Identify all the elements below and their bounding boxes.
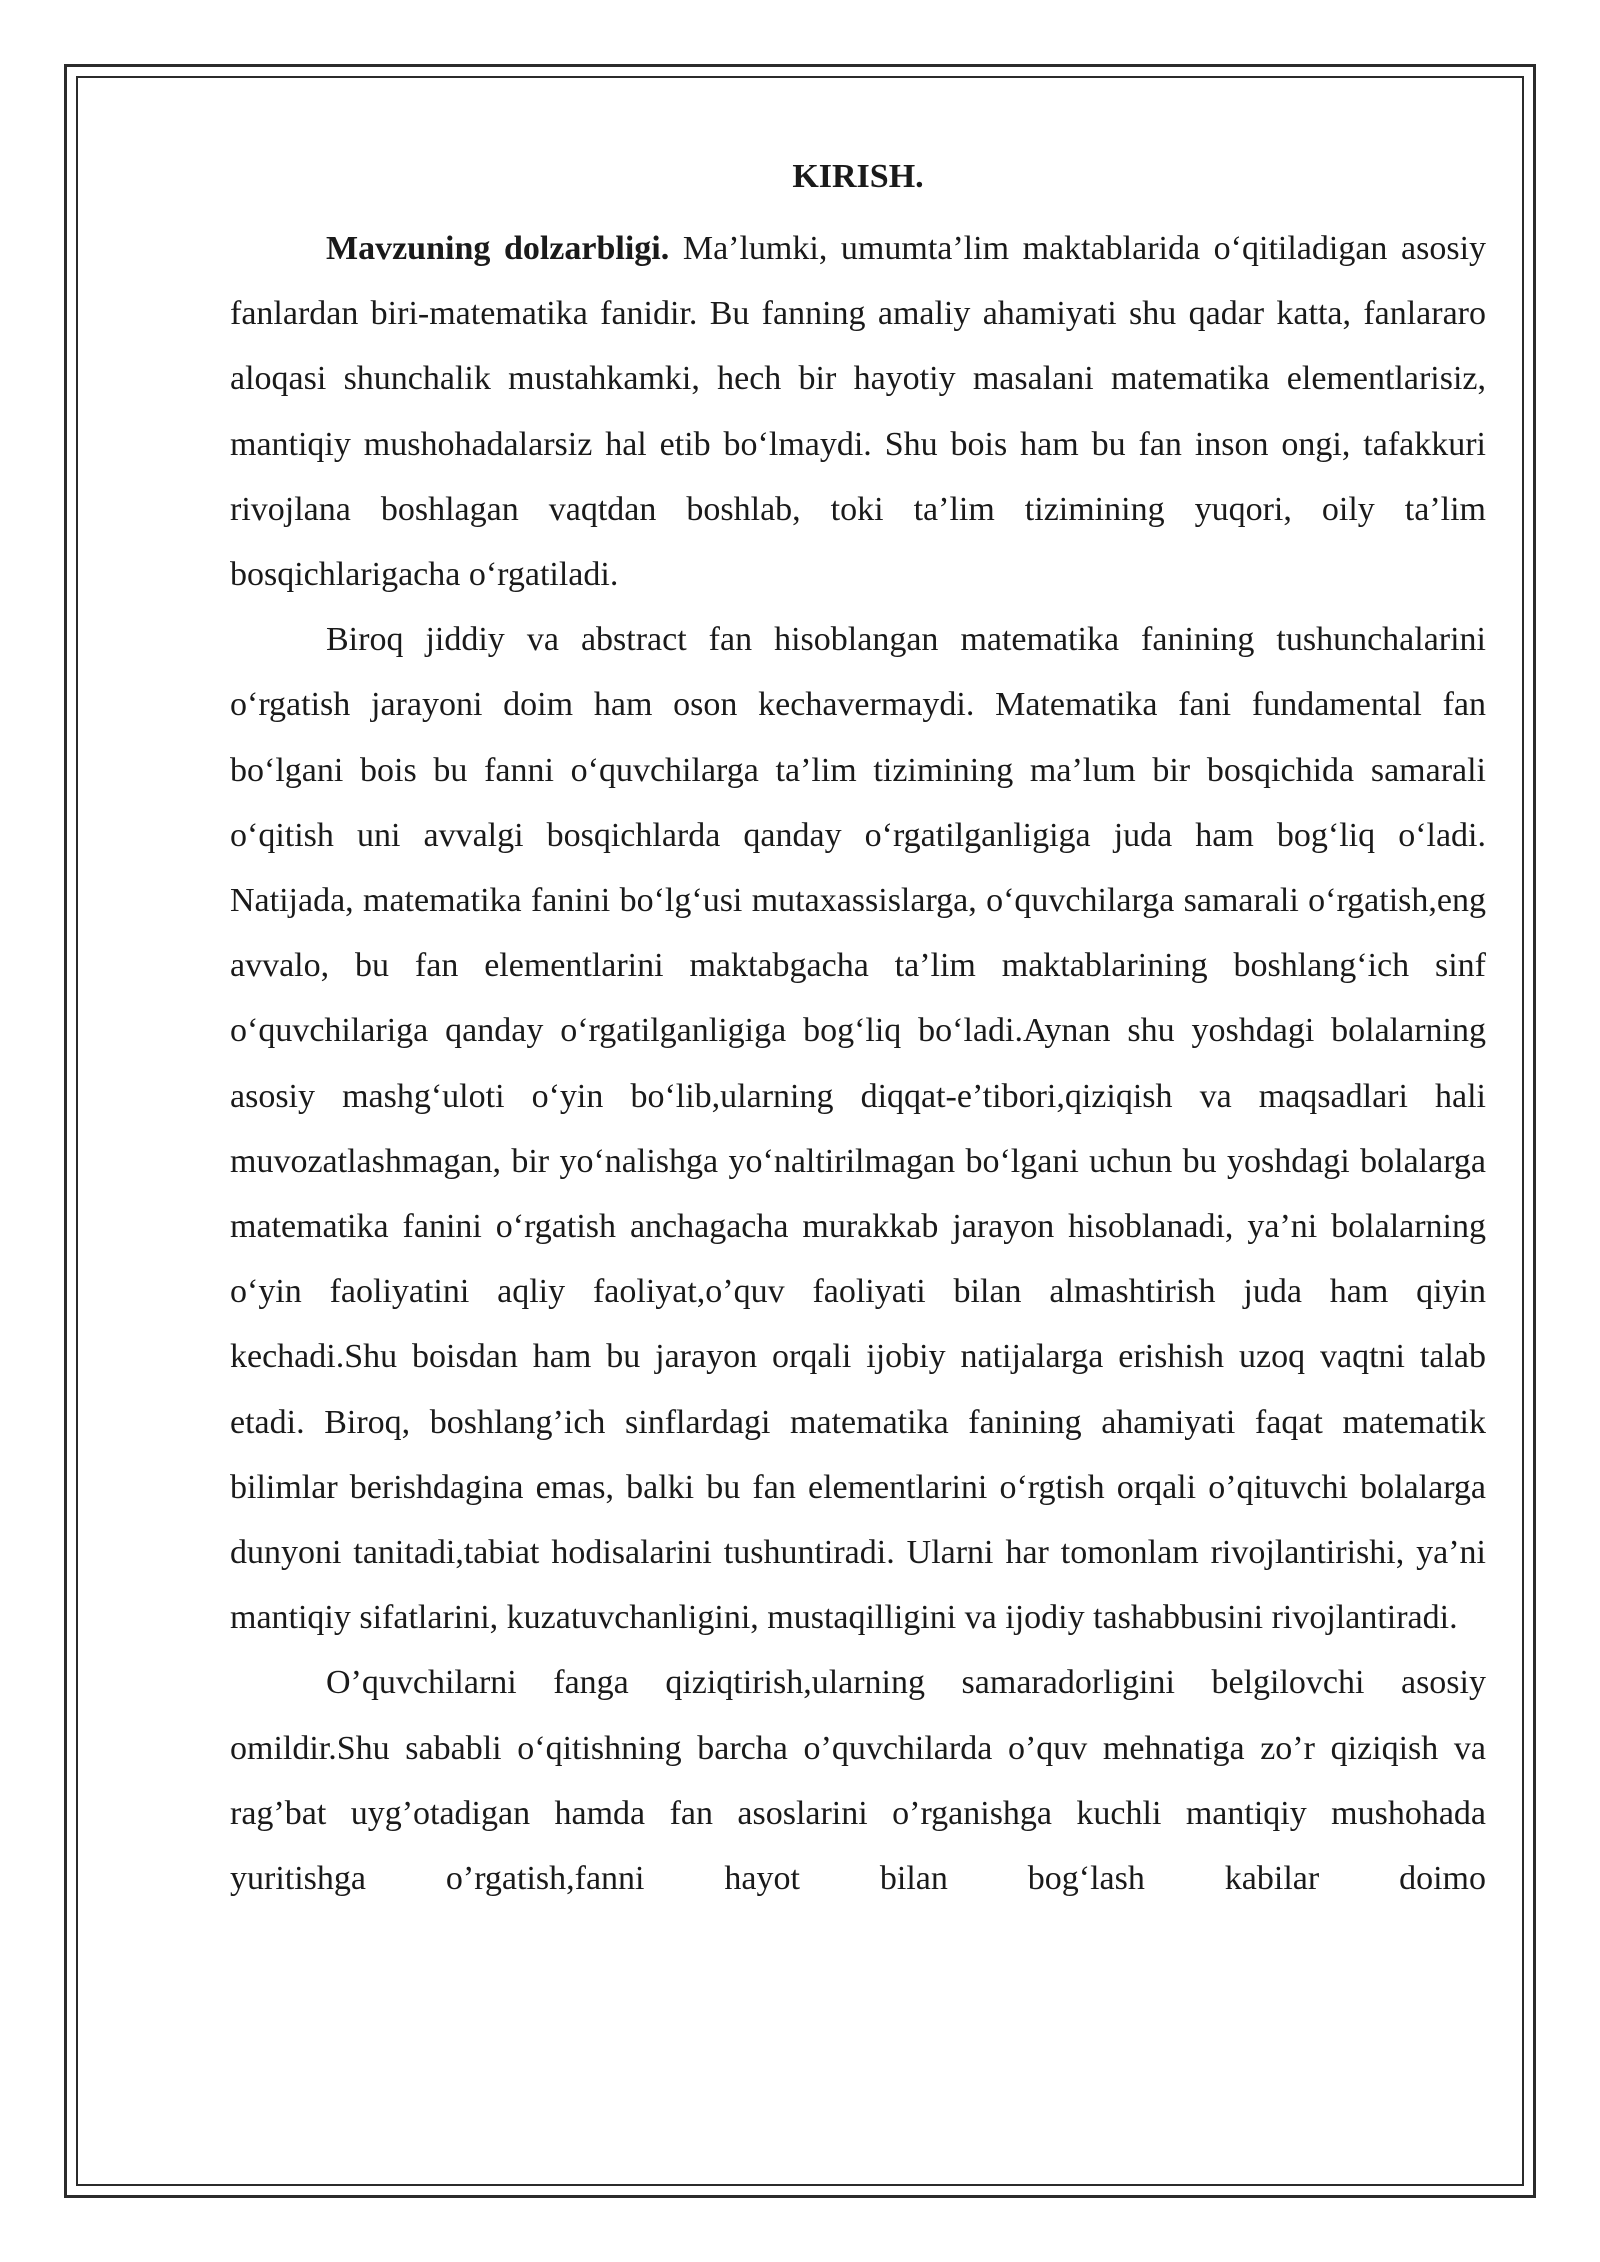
paragraph-teaching-process xyxy=(230,607,1486,1650)
paragraph-text: O’quvchilarni fanga qiziqtirish,ularning samaradorligini belgilovchi asosiy omildir.Shu sababli o‘qitishning barcha o’quvchilarda o’quv mehnatiga zo’r qiziqish va rag’bat uyg’otadigan hamda fan asoslarini o’rganishga kuchli mantiqiy mushohada yuritishga o’rgatish,fanni hayot bilan bog‘lash kabilar doimo xyxy=(230,1664,1486,1898)
paragraph-student-interest xyxy=(230,1650,1486,1911)
paragraph-text: Ma’lumki, umumta’lim maktablarida o‘qitiladigan asosiy fanlardan biri-matematika fanidir. Bu fanning amaliy ahamiyati shu qadar katta, fanlararo aloqasi shunchalik mustahkamki, hech bir hayotiy masalani matematika elementlarisiz, mantiqiy mushohadalarsiz hal etib bo‘lmaydi. Shu bois ham bu fan inson ongi, tafakkuri rivojlana boshlagan vaqtdan boshlab, toki ta’lim tizimining yuqori, oily ta’lim bosqichlarigacha o‘rgatiladi. xyxy=(230,230,1487,594)
document-body xyxy=(230,150,1486,1911)
paragraph-relevance xyxy=(230,216,1486,607)
paragraph-text: Biroq jiddiy va abstract fan hisoblangan matematika fanining tushunchalarini o‘rgatish jarayoni doim ham oson kechavermaydi. Matematika fani fundamental fan bo‘lgani bois bu fanni o‘quvchilarga ta’lim tizimining ma’lum bir bosqichida samarali o‘qitish uni avvalgi bosqichlarda qanday o‘rgatilganligiga juda ham bog‘liq o‘ladi. Natijada, matematika fanini bo‘lg‘usi mutaxassislarga, o‘quvchilarga samarali o‘rgatish,eng avvalo, bu fan elementlarini maktabgacha ta’lim maktablarining boshlang‘ich sinf o‘quvchilariga qanday o‘rgatilganligiga bog‘liq bo‘ladi.Aynan shu yoshdagi bolalarning asosiy mashg‘uloti o‘yin bo‘lib,ularning diqqat-e’tibori,qiziqish va maqsadlari hali muvozatlashmagan, bir yo‘nalishga yo‘naltirilmagan bo‘lgani uchun bu yoshdagi bolalarga matematika fanini o‘rgatish anchagacha murakkab jarayon hisoblanadi, ya’ni bolalarning o‘yin faoliyatini aqliy faoliyat,o’quv faoliyati bilan almashtirish juda ham qiyin kechadi.Shu boisdan ham bu jarayon orqali ijobiy natijalarga erishish uzoq vaqtni talab etadi. Biroq, boshlang’ich sinflardagi matematika fanining ahamiyati faqat matematik bilimlar berishdagina emas, balki bu fan elementlarini o‘rgtish orqali o’qituvchi bolalarga dunyoni tanitadi,tabiat hodisalarini tushuntiradi. Ularni har tomonlam rivojlantirishi, ya’ni mantiqiy sifatlarini, kuzatuvchanligini, mustaqilligini va ijodiy tashabbusini rivojlantiradi. xyxy=(230,621,1486,1637)
paragraph-lead: Mavzuning dolzarbligi. xyxy=(326,230,670,267)
document-title: KIRISH. xyxy=(792,158,924,195)
